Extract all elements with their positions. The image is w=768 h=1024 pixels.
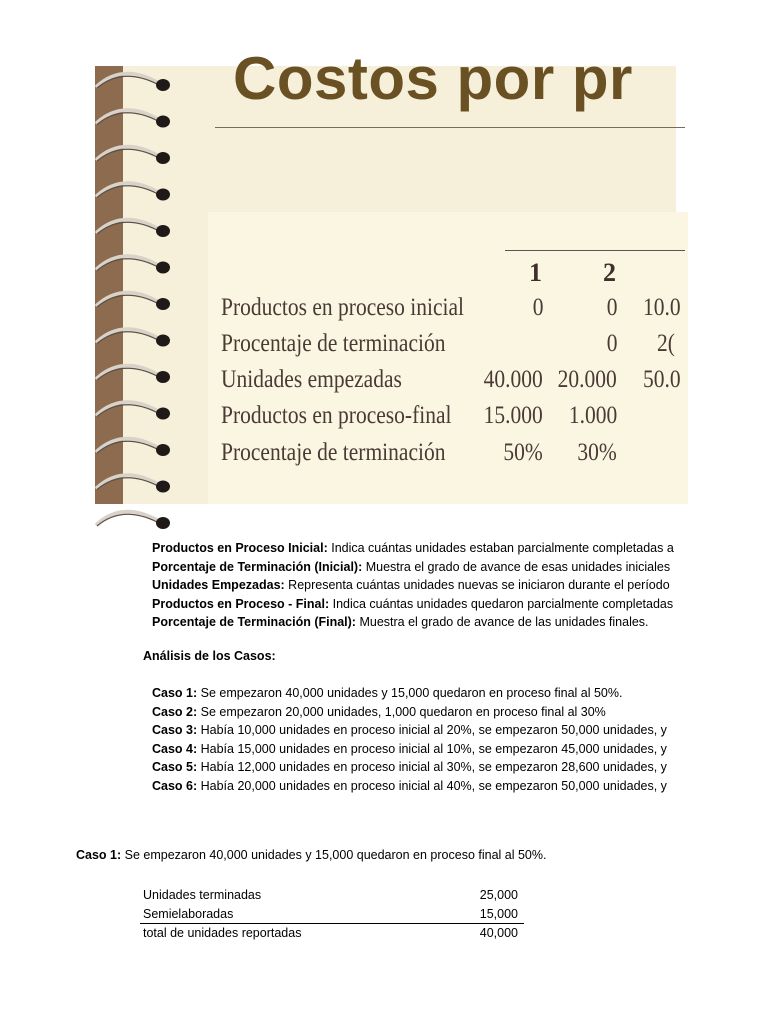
slide-cell: 30% (577, 439, 617, 466)
slide-cell: 50.0 (643, 366, 681, 393)
slide-row-label: Procentaje de terminación (221, 330, 446, 357)
case-item: Caso 1: Se empezaron 40,000 unidades y 15,000 quedaron en proceso final al 50%. (152, 686, 623, 700)
slide-row-label: Productos en proceso inicial (221, 294, 465, 321)
slide-row-label: Procentaje de terminación (221, 439, 446, 466)
analysis-heading: Análisis de los Casos: (143, 649, 276, 663)
slide-title: Costos por pr (233, 45, 633, 112)
slide-image (95, 45, 681, 504)
slide-cell: 15.000 (483, 402, 543, 429)
case-item: Caso 2: Se empezaron 20,000 unidades, 1,000 quedaron en proceso final al 30% (152, 704, 606, 719)
column-header-1: 1 (529, 258, 542, 287)
case-item: Caso 4: Había 15,000 unidades en proceso inicial al 10%, se empezaron 45,000 unidades, y (152, 741, 667, 756)
definition-item: Porcentaje de Terminación (Inicial): Muestra el grado de avance de esas unidades iniciales (152, 559, 671, 574)
definition-item: Productos en Proceso - Final: Indica cuántas unidades quedaron parcialmente completadas (152, 596, 674, 611)
table-row (140, 886, 524, 905)
definition-item: Unidades Empezadas: Representa cuántas unidades nuevas se iniciaron durante el período (152, 578, 670, 592)
slide-cell: 0 (532, 294, 543, 321)
slide-cell: 20.000 (557, 366, 617, 393)
cases-list (152, 684, 674, 795)
definition-item: Porcentaje de Terminación (Final): Muestra el grado de avance de las unidades finales. (152, 615, 649, 629)
row-value: 25,000 (479, 888, 518, 902)
slide-cell: 0 (606, 294, 617, 321)
slide-cell: 0 (606, 330, 617, 357)
row-label: Semielaboradas (143, 906, 234, 921)
slide-row-label: Productos en proceso-final (221, 402, 452, 429)
case-item: Caso 3: Había 10,000 unidades en proceso inicial al 20%, se empezaron 50,000 unidades, y (152, 723, 667, 737)
units-table (140, 886, 524, 943)
caso1-section-title: Caso 1: Se empezaron 40,000 unidades y 15,000 quedaron en proceso final al 50%. (76, 848, 547, 862)
slide-cell: 40.000 (483, 366, 543, 393)
row-label: Unidades terminadas (143, 888, 262, 902)
title-divider (215, 127, 685, 128)
case-item: Caso 6: Había 20,000 unidades en proceso inicial al 40%, se empezaron 50,000 unidades, y (152, 778, 667, 793)
case-item: Caso 5: Había 12,000 unidades en proceso inicial al 30%, se empezaron 28,600 unidades, y (152, 760, 667, 774)
table-header-rule (505, 250, 685, 251)
row-label: total de unidades reportadas (143, 926, 302, 940)
column-header-2: 2 (603, 258, 616, 287)
spiral-rings-icon (95, 66, 185, 504)
table-row (140, 905, 524, 924)
slide-row-label: Unidades empezadas (221, 366, 402, 393)
definition-item: Productos en Proceso Inicial: Indica cuántas unidades estaban parcialmente completadas a (152, 541, 674, 555)
definitions-list (152, 539, 676, 632)
table-total-row (140, 923, 524, 943)
row-value: 40,000 (479, 926, 518, 940)
slide-cell: 50% (503, 439, 543, 466)
slide-cell: 2( (657, 330, 675, 357)
slide-cell: 1.000 (568, 402, 617, 429)
slide-cell: 10.0 (643, 294, 681, 321)
row-value: 15,000 (479, 906, 518, 921)
